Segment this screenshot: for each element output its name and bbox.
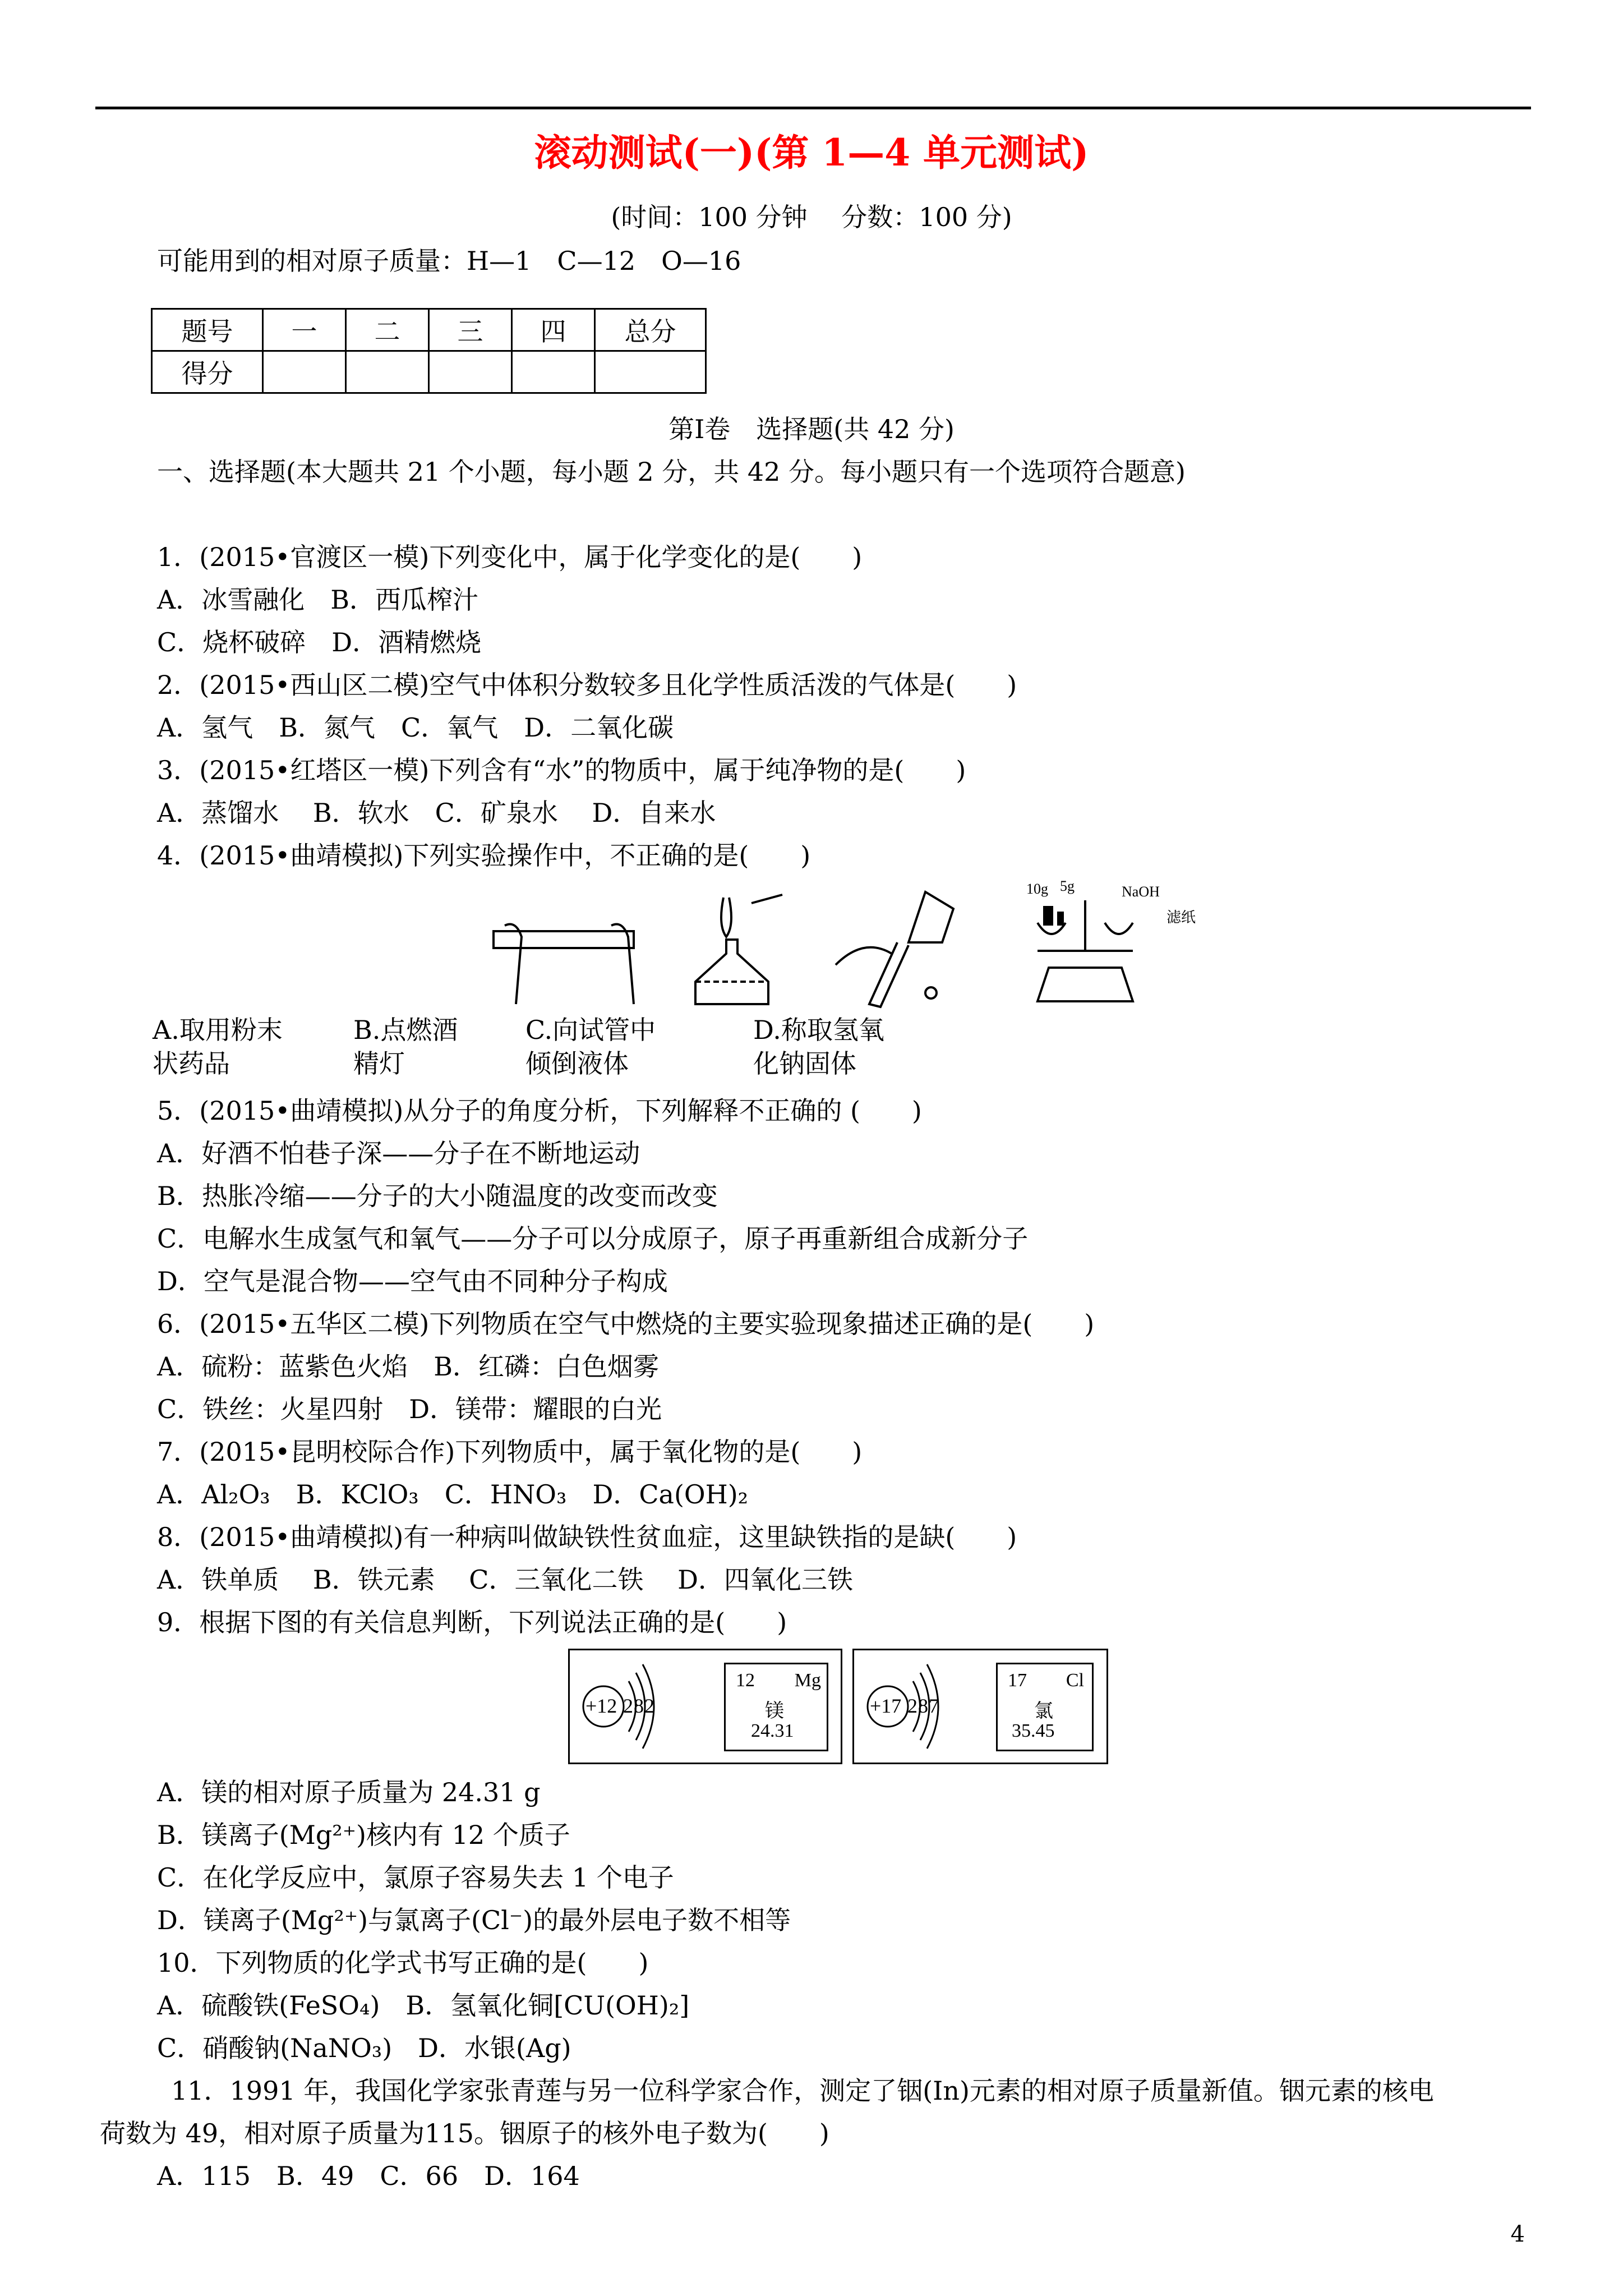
question-line: C．铁丝：火星四射 D．镁带：耀眼的白光 (157, 1394, 662, 1424)
question-line: 2．(2015•西山区二模)空气中体积分数较多且化学性质活泼的气体是( ) (157, 670, 1017, 700)
question-line: A．硫粉：蓝紫色火焰 B．红磷：白色烟雾 (157, 1351, 660, 1382)
question-line: 荷数为 49，相对原子质量为115。铟原子的核外电子数为( ) (100, 2118, 829, 2148)
question-line: A．氢气 B．氮气 C．氧气 D．二氧化碳 (157, 712, 674, 743)
question-line: 1．(2015•官渡区一模)下列变化中，属于化学变化的是( ) (157, 542, 863, 572)
question-line: D．镁离子(Mg²⁺)与氯离子(Cl⁻)的最外层电子数不相等 (157, 1905, 791, 1935)
atomic-number: 12 (736, 1670, 755, 1691)
question-line: D．空气是混合物——空气由不同种分子构成 (157, 1266, 668, 1296)
question-line: A．镁的相对原子质量为 24.31 g (157, 1777, 541, 1807)
option-label: 倾倒液体 (525, 1048, 629, 1079)
electron-shells: 2 8 2 (623, 1695, 654, 1717)
table-cell: 二 (346, 309, 429, 351)
pouring-liquid-illustration (830, 881, 976, 1010)
question-line: A．Al₂O₃ B．KClO₃ C．HNO₃ D．Ca(OH)₂ (157, 1479, 749, 1510)
question-line: A．蒸馏水 B．软水 C．矿泉水 D．自来水 (157, 798, 716, 828)
table-cell: 总分 (595, 309, 706, 351)
score-cell[interactable] (263, 351, 346, 393)
table-cell: 四 (512, 309, 595, 351)
atomic-mass-note: 可能用到的相对原子质量：H—1 C—12 O—16 (157, 246, 741, 276)
question-line: 8．(2015•曲靖模拟)有一种病叫做缺铁性贫血症，这里缺铁指的是缺( ) (157, 1522, 1017, 1552)
question-line: A．115 B．49 C．66 D．164 (157, 2161, 580, 2191)
balance-illustration (1026, 878, 1211, 1010)
section-instruction: 一、选择题(本大题共 21 个小题，每小题 2 分，共 42 分。每小题只有一个选项符合题意) (157, 457, 1186, 487)
top-rule (95, 107, 1531, 109)
question-line: C．在化学反应中，氯原子容易失去 1 个电子 (157, 1862, 674, 1893)
weight-label: 10g (1026, 881, 1048, 897)
element-symbol: Cl (1066, 1670, 1084, 1691)
element-name: 氯 (1034, 1701, 1053, 1722)
question-line: 3．(2015•红塔区一模)下列含有“水”的物质中，属于纯净物的是( ) (157, 755, 966, 785)
atomic-mass: 24.31 (751, 1720, 794, 1741)
page-number: 4 (1510, 2221, 1525, 2247)
option-label: 精灯 (353, 1048, 405, 1079)
element-symbol: Mg (794, 1670, 821, 1691)
naoh-label: NaOH (1122, 884, 1160, 900)
element-card (724, 1663, 828, 1751)
alcohol-lamp-illustration (684, 892, 785, 1010)
question-line: 4．(2015•曲靖模拟)下列实验操作中，不正确的是( ) (157, 840, 811, 871)
weight-label: 5g (1060, 878, 1075, 894)
score-cell[interactable] (346, 351, 429, 393)
option-label: 化钠固体 (753, 1048, 856, 1079)
question-line: A．硫酸铁(FeSO₄) B．氢氧化铜[CU(OH)₂] (157, 1990, 690, 2021)
nucleus-charge: +12 (585, 1695, 617, 1717)
question-line: A．冰雪融化 B．西瓜榨汁 (157, 585, 479, 615)
page-title: 滚动测试(一)(第 1—4 单元测试) (534, 131, 1089, 174)
option-label: D.称取氢氧 (753, 1015, 884, 1045)
atomic-number: 17 (1008, 1670, 1027, 1691)
table-row (152, 309, 706, 351)
magnesium-diagram (568, 1649, 842, 1764)
table-cell: 三 (429, 309, 512, 351)
time-info: (时间：100 分钟 分数：100 分) (611, 202, 1012, 232)
question-line: A．好酒不怕巷子深——分子在不断地运动 (157, 1138, 640, 1168)
option-label: A.取用粉末 (153, 1015, 283, 1045)
table-row (152, 351, 706, 393)
question-line: A．铁单质 B．铁元素 C．三氧化二铁 D．四氧化三铁 (157, 1565, 853, 1595)
table-cell: 得分 (152, 351, 263, 393)
question-line: 10．下列物质的化学式书写正确的是( ) (157, 1948, 649, 1978)
powder-sampling-illustration (482, 892, 651, 1010)
question-line: 7．(2015•昆明校际合作)下列物质中，属于氧化物的是( ) (157, 1437, 863, 1467)
nucleus-charge: +17 (870, 1695, 902, 1717)
question-line: B．镁离子(Mg²⁺)核内有 12 个质子 (157, 1820, 570, 1850)
question-line: C．硝酸钠(NaNO₃) D．水银(Ag) (157, 2033, 571, 2063)
section-title: 第Ⅰ卷 选择题(共 42 分) (668, 414, 955, 444)
question-line: C．电解水生成氢气和氧气——分子可以分成原子，原子再重新组合成新分子 (157, 1223, 1029, 1254)
question-line: B．热胀冷缩——分子的大小随温度的改变而改变 (157, 1181, 718, 1211)
atomic-mass: 35.45 (1012, 1720, 1055, 1741)
element-card (996, 1663, 1094, 1751)
option-label: B.点燃酒 (353, 1015, 458, 1045)
question-line: C．烧杯破碎 D．酒精燃烧 (157, 627, 482, 657)
question-line: 11．1991 年，我国化学家张青莲与另一位科学家合作，测定了铟(In)元素的相对原子质量新值。铟元素的核电 (171, 2076, 1434, 2106)
score-table (151, 308, 707, 394)
table-cell: 题号 (152, 309, 263, 351)
option-label: 状药品 (153, 1048, 230, 1079)
score-cell[interactable] (595, 351, 706, 393)
question-line: 6．(2015•五华区二模)下列物质在空气中燃烧的主要实验现象描述正确的是( ) (157, 1309, 1095, 1339)
score-cell[interactable] (429, 351, 512, 393)
chlorine-diagram (852, 1649, 1108, 1764)
option-label: C.向试管中 (525, 1015, 656, 1045)
filter-paper-label: 滤纸 (1166, 909, 1196, 926)
question-line: 9．根据下图的有关信息判断，下列说法正确的是( ) (157, 1607, 787, 1637)
element-name: 镁 (765, 1701, 784, 1722)
electron-shells: 2 8 7 (907, 1695, 939, 1717)
table-cell: 一 (263, 309, 346, 351)
score-cell[interactable] (512, 351, 595, 393)
question-line: 5．(2015•曲靖模拟)从分子的角度分析，下列解释不正确的 ( ) (157, 1096, 922, 1126)
